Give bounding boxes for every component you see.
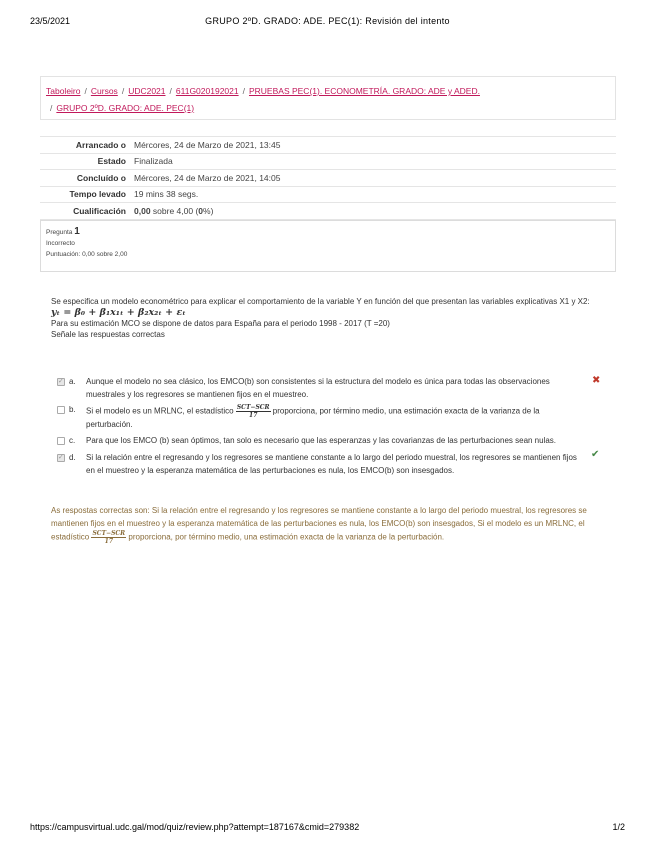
breadcrumb-courses[interactable]: Cursos	[90, 86, 118, 96]
summary-row	[40, 153, 616, 170]
summary-row	[40, 203, 616, 220]
correct-answer-feedback	[51, 504, 596, 545]
feedback-text-pre: As respostas correctas son: Si la relación entre el regresando y los regresores se mantiene constante a lo largo del periodo muestral, los regresores se mantienen fijos en el muestreo y la esperanza matemática de las perturbaciones es nula, los EMCO(b) son insesgados, Si el modelo es un MRLNC, el estadístico	[51, 506, 587, 542]
summary-value: Mércores, 24 de Marzo de 2021, 14:05	[130, 170, 616, 187]
breadcrumb-separator: /	[121, 86, 125, 96]
summary-value: Mércores, 24 de Marzo de 2021, 13:45	[130, 137, 616, 154]
summary-row	[40, 186, 616, 203]
summary-label: Concluído o	[40, 170, 130, 187]
feedback-text-post: proporciona, por término medio, una estimación exacta de la varianza de la perturbación.	[126, 532, 445, 542]
option-letter: d.	[69, 453, 76, 462]
page-number: 1/2	[612, 822, 625, 832]
print-date: 23/5/2021	[30, 16, 71, 26]
breadcrumb-separator: /	[169, 86, 172, 96]
breadcrumb-separator: /	[242, 86, 245, 96]
incorrect-icon: ✖	[592, 375, 601, 386]
print-title: GRUPO 2ºD. GRADO: ADE. PEC(1): Revisión del intento	[205, 16, 450, 26]
fraction-denominator: 17	[104, 538, 113, 545]
question-info	[40, 220, 616, 272]
option-text	[86, 404, 586, 432]
grade-rest: sobre 4,00 (	[150, 205, 199, 216]
question-status: Incorrecto	[46, 240, 75, 247]
option-a-checkbox[interactable]	[57, 378, 65, 386]
option-letter: a.	[69, 377, 76, 386]
question-text	[51, 296, 611, 340]
summary-label: Cualificación	[40, 203, 130, 220]
breadcrumb-separator: /	[84, 86, 87, 96]
summary-row	[40, 170, 616, 187]
option-text-pre: Si el modelo es un MRLNC, el estadístico	[86, 406, 236, 416]
option-letter: c.	[69, 436, 76, 445]
fraction-numerator: SCT−SCR	[236, 404, 270, 411]
breadcrumb-udc2021[interactable]: UDC2021	[128, 86, 166, 96]
question-instruction: Señale las respuestas correctas	[51, 330, 165, 339]
option-text: Para que los EMCO (b) sean óptimos, tan solo es necesario que las esperanzas y las covarianzas de las perturbaciones sean nulas.	[86, 436, 557, 445]
option-b-checkbox[interactable]	[57, 406, 65, 414]
option-d-checkbox[interactable]	[57, 454, 65, 462]
option-c-checkbox[interactable]	[57, 437, 65, 445]
summary-value: Finalizada	[130, 153, 616, 170]
breadcrumb-separator: /	[50, 103, 53, 113]
breadcrumb-pruebas[interactable]: PRUEBAS PEC(1). ECONOMETRÍA. GRADO: ADE y ADED.	[248, 86, 480, 96]
grade-close: %)	[203, 205, 214, 216]
question-intro: Se especifica un modelo econométrico para explicar el comportamiento de la variable Y en función del que presentan las variables explicativas X1 y X2:	[51, 297, 590, 306]
option-text: Aunque el modelo no sea clásico, los EMCO(b) son consistentes si la estructura del modelo es única para todas las observaciones muestrales y los regresores se mantienen fijos en el muestreo.	[86, 377, 550, 399]
question-score: Puntuación: 0,00 sobre 2,00	[46, 251, 128, 258]
option-text: Si la relación entre el regresando y los regresores se mantiene constante a lo largo del periodo muestral, los regresores se mantienen fijos en el muestreo y la esperanza matemática de las perturbaciones es nula, los EMCO(b) son insesgados.	[86, 453, 577, 475]
grade-score: 0,00	[134, 205, 151, 216]
fraction-denominator: 17	[249, 412, 258, 419]
breadcrumb-course-code[interactable]: 611G020192021	[175, 86, 239, 96]
fraction-numerator: SCT−SCR	[92, 530, 126, 537]
question-number: 1	[74, 226, 80, 237]
question-data-note: Para su estimación MCO se dispone de datos para España para el periodo 1998 - 2017 (T =20)	[51, 319, 390, 328]
breadcrumb-dashboard[interactable]: Taboleiro	[46, 86, 81, 96]
option-text-post: proporciona, por término medio, una estimación exacta de la varianza de la perturbación.	[86, 406, 540, 429]
print-url: https://campusvirtual.udc.gal/mod/quiz/review.php?attempt=187167&cmid=279382	[30, 822, 360, 832]
statistic-fraction	[91, 530, 126, 545]
question-label: Pregunta	[46, 229, 73, 236]
breadcrumb-quiz[interactable]: GRUPO 2ºD. GRADO: ADE. PEC(1)	[56, 103, 195, 113]
option-letter: b.	[69, 405, 76, 414]
statistic-fraction	[236, 404, 271, 419]
grade-percent: 0	[198, 205, 204, 216]
summary-label: Arrancado o	[40, 137, 130, 154]
summary-value: 19 mins 38 segs.	[130, 186, 616, 203]
summary-label: Estado	[40, 153, 130, 170]
summary-label: Tempo levado	[40, 186, 130, 203]
grade-value	[130, 203, 616, 220]
correct-icon: ✔	[591, 449, 600, 460]
breadcrumb	[40, 76, 616, 120]
summary-row	[40, 137, 616, 154]
model-formula: yₜ = β₀ + β₁x₁ₜ + β₂x₂ₜ + εₜ	[51, 307, 186, 318]
attempt-summary	[40, 136, 616, 220]
